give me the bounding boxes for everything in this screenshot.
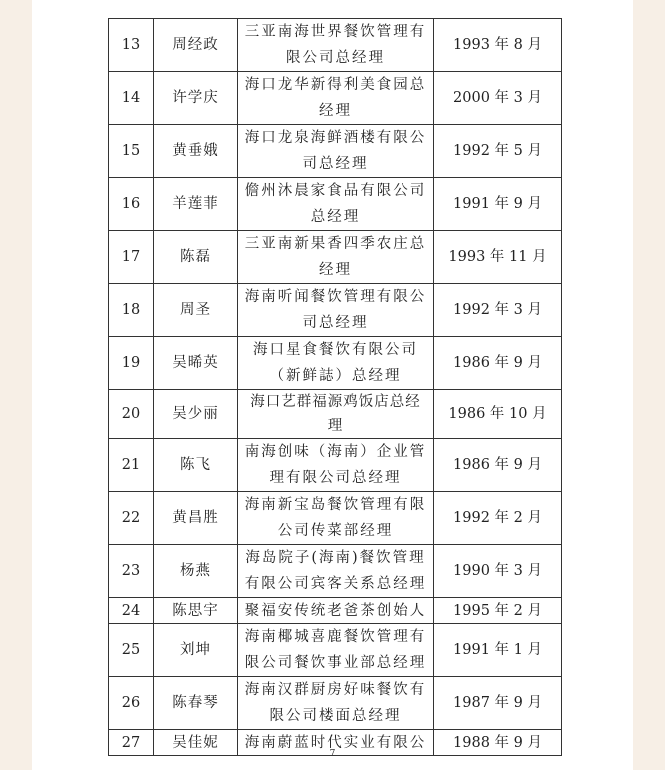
company-title: 聚福安传统老爸茶创始人 <box>238 598 434 624</box>
row-number: 26 <box>109 677 154 730</box>
birth-date: 1987 年 9 月 <box>434 677 562 730</box>
birth-date: 1992 年 3 月 <box>434 284 562 337</box>
company-title: 海南听闻餐饮管理有限公司总经理 <box>238 284 434 337</box>
birth-date: 1990 年 3 月 <box>434 545 562 598</box>
company-title: 海口艺群福源鸡饭店总经理 <box>238 390 434 439</box>
company-title: 三亚南新果香四季农庄总经理 <box>238 231 434 284</box>
row-number: 18 <box>109 284 154 337</box>
company-title: 儋州沐晨家食品有限公司总经理 <box>238 178 434 231</box>
row-number: 21 <box>109 439 154 492</box>
birth-date: 1986 年 9 月 <box>434 439 562 492</box>
person-name: 刘坤 <box>154 624 238 677</box>
table-row <box>109 624 562 677</box>
page-number: 7 <box>329 749 336 759</box>
company-title: 海南新宝岛餐饮管理有限公司传菜部经理 <box>238 492 434 545</box>
birth-date: 2000 年 3 月 <box>434 72 562 125</box>
table-row <box>109 677 562 730</box>
company-title: 海口星食餐饮有限公司（新鲜誌）总经理 <box>238 337 434 390</box>
birth-date: 1991 年 1 月 <box>434 624 562 677</box>
person-name: 周经政 <box>154 19 238 72</box>
row-number: 24 <box>109 598 154 624</box>
table-row <box>109 284 562 337</box>
table-row <box>109 492 562 545</box>
birth-date: 1993 年 8 月 <box>434 19 562 72</box>
birth-date: 1986 年 9 月 <box>434 337 562 390</box>
row-number: 20 <box>109 390 154 439</box>
birth-date: 1992 年 5 月 <box>434 125 562 178</box>
person-name: 羊莲菲 <box>154 178 238 231</box>
birth-date: 1988 年 9 月 <box>434 730 562 756</box>
person-name: 陈磊 <box>154 231 238 284</box>
row-number: 22 <box>109 492 154 545</box>
person-name: 黄昌胜 <box>154 492 238 545</box>
company-title: 海南汉群厨房好味餐饮有限公司楼面总经理 <box>238 677 434 730</box>
person-name: 黄垂娥 <box>154 125 238 178</box>
birth-date: 1992 年 2 月 <box>434 492 562 545</box>
birth-date: 1993 年 11 月 <box>434 231 562 284</box>
person-name: 陈飞 <box>154 439 238 492</box>
row-number: 23 <box>109 545 154 598</box>
row-number: 13 <box>109 19 154 72</box>
company-title: 南海创味（海南）企业管理有限公司总经理 <box>238 439 434 492</box>
company-title: 海南蔚蓝时代实业有限公 <box>238 730 434 756</box>
person-name: 吴晞英 <box>154 337 238 390</box>
table-row <box>109 439 562 492</box>
birth-date: 1995 年 2 月 <box>434 598 562 624</box>
table-row <box>109 231 562 284</box>
birth-date: 1991 年 9 月 <box>434 178 562 231</box>
company-title: 海岛院子(海南)餐饮管理有限公司宾客关系总经理 <box>238 545 434 598</box>
row-number: 19 <box>109 337 154 390</box>
company-title: 三亚南海世界餐饮管理有限公司总经理 <box>238 19 434 72</box>
birth-date: 1986 年 10 月 <box>434 390 562 439</box>
document-page <box>32 0 633 770</box>
row-number: 27 <box>109 730 154 756</box>
table-row <box>109 178 562 231</box>
table-row <box>109 545 562 598</box>
table-row <box>109 337 562 390</box>
person-name: 吴少丽 <box>154 390 238 439</box>
person-name: 吴佳妮 <box>154 730 238 756</box>
table-row <box>109 598 562 624</box>
row-number: 14 <box>109 72 154 125</box>
person-name: 陈思宇 <box>154 598 238 624</box>
table-row <box>109 125 562 178</box>
person-name: 周圣 <box>154 284 238 337</box>
table-row <box>109 72 562 125</box>
person-name: 陈春琴 <box>154 677 238 730</box>
company-title: 海南椰城喜鹿餐饮管理有限公司餐饮事业部总经理 <box>238 624 434 677</box>
row-number: 25 <box>109 624 154 677</box>
row-number: 17 <box>109 231 154 284</box>
row-number: 15 <box>109 125 154 178</box>
table-row <box>109 19 562 72</box>
company-title: 海口龙华新得利美食园总经理 <box>238 72 434 125</box>
awardee-table <box>108 18 562 756</box>
company-title: 海口龙泉海鲜酒楼有限公司总经理 <box>238 125 434 178</box>
table-row <box>109 390 562 439</box>
person-name: 许学庆 <box>154 72 238 125</box>
row-number: 16 <box>109 178 154 231</box>
person-name: 杨燕 <box>154 545 238 598</box>
